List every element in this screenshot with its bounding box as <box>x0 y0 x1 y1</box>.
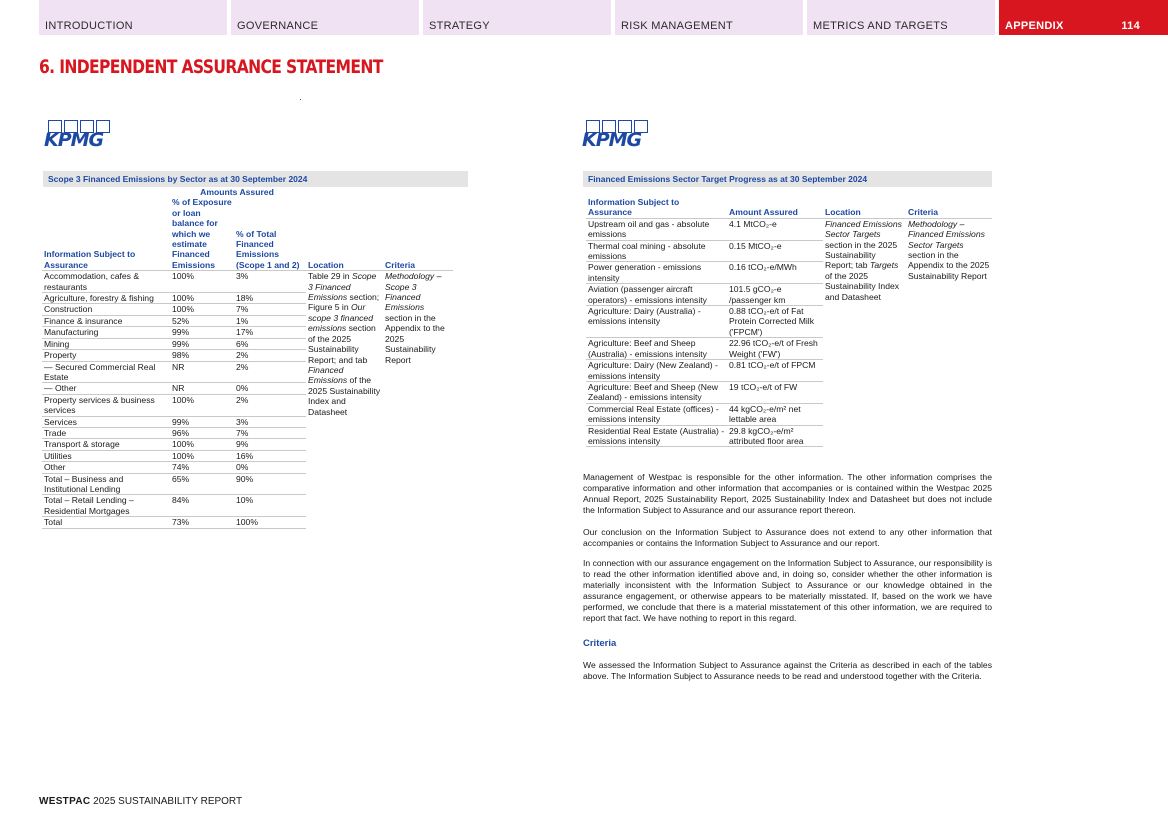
cell-pct-exposure: NR <box>170 361 234 383</box>
cell-pct-total: 9% <box>234 439 306 450</box>
cell-subject: Utilities <box>42 450 170 461</box>
cell-amount: 4.1 MtCO₂-e <box>727 218 823 240</box>
cell-pct-total: 7% <box>234 427 306 438</box>
cell-pct-total: 2% <box>234 350 306 361</box>
cell-amount: 101.5 gCO₂-e /passenger km <box>727 284 823 306</box>
cell-subject: Commercial Real Estate (offices) - emissions intensity <box>586 403 727 425</box>
footer <box>39 796 242 807</box>
cell-amount: 0.16 tCO₂-e/MWh <box>727 262 823 284</box>
cell-location: Table 29 in Scope 3 Financed Emissions section; Figure 5 in Our scope 3 financed emissions section of the 2025 Sustainability Report; and tab Financed Emissions of the 2025 Sustainability Index and Datasheet <box>306 271 383 528</box>
cell-subject: Accommodation, cafes & restaurants <box>42 271 170 293</box>
cell-subject: Total – Business and Institutional Lending <box>42 473 170 495</box>
cell-pct-total: 10% <box>234 495 306 517</box>
cell-subject: Agriculture: Dairy (Australia) - emissions intensity <box>586 306 727 338</box>
cell-subject: Trade <box>42 427 170 438</box>
page-title: 6. INDEPENDENT ASSURANCE STATEMENT <box>39 56 383 78</box>
cell-subject: Agriculture, forestry & fishing <box>42 293 170 304</box>
cell-subject: Other <box>42 462 170 473</box>
cell-subject: Property <box>42 350 170 361</box>
cell-pct-exposure: 99% <box>170 416 234 427</box>
nav-tab-governance[interactable]: GOVERNANCE <box>231 0 419 35</box>
cell-pct-exposure: 99% <box>170 338 234 349</box>
cell-subject: Residential Real Estate (Australia) - emissions intensity <box>586 425 727 447</box>
paragraph-responsibility: In connection with our assurance engagement on the Information Subject to Assurance, our responsibility is to read the other information identified above and, in doing so, consider whether the other information is materially inconsistent with the Information Subject to Assurance or our knowledge obtained in the assurance engagement, or otherwise appears to be materially misstated. If, based on the work we have performed, we conclude that there is a material misstatement of this other information, we are required to report that fact. We have nothing to report in this regard. <box>583 558 992 624</box>
cell-pct-exposure: 100% <box>170 293 234 304</box>
cell-amount: 0.81 tCO₂-e/t of FPCM <box>727 360 823 382</box>
scope3-sector-table <box>42 187 453 529</box>
nav-tab-appendix[interactable] <box>999 0 1168 35</box>
col-header-amount: Amount Assured <box>729 207 798 218</box>
criteria-heading: Criteria <box>583 638 617 649</box>
cell-pct-total: 3% <box>234 416 306 427</box>
cell-criteria: Methodology – Financed Emissions Sector Targets section in the Appendix to the 2025 Sustainability Report <box>906 218 992 447</box>
col-header-subject: Information Subject to Assurance <box>44 249 136 270</box>
paragraph-criteria: We assessed the Information Subject to Assurance against the Criteria as described in each of the tables above. The Information Subject to Assurance needs to be read and understood together with the Criteria. <box>583 660 992 682</box>
paragraph-conclusion-scope: Our conclusion on the Information Subject to Assurance does not extend to any other information that accompanies or contains the Information Subject to Assurance and our report. <box>583 527 992 549</box>
cell-pct-exposure: 99% <box>170 327 234 338</box>
top-nav <box>39 0 1168 35</box>
cell-pct-total: 7% <box>234 304 306 315</box>
cell-subject: Agriculture: Beef and Sheep (Australia) - emissions intensity <box>586 338 727 360</box>
cell-amount: 19 tCO₂-e/t of FW <box>727 381 823 403</box>
cell-subject: Thermal coal mining - absolute emissions <box>586 240 727 262</box>
nav-tab-introduction[interactable]: INTRODUCTION <box>39 0 227 35</box>
cell-subject: Property services & business services <box>42 394 170 416</box>
footer-text: 2025 SUSTAINABILITY REPORT <box>93 796 243 807</box>
col-header-location: Location <box>308 259 344 270</box>
cell-pct-total: 0% <box>234 462 306 473</box>
cell-pct-total: 100% <box>234 517 306 528</box>
col-header-subject: Information Subject to Assurance <box>588 197 680 218</box>
cell-pct-total: 16% <box>234 450 306 461</box>
page-number: 114 <box>1121 20 1140 32</box>
cell-amount: 44 kgCO₂-e/m² net lettable area <box>727 403 823 425</box>
kpmg-logo-right <box>582 120 652 150</box>
table-row <box>586 218 992 240</box>
cell-pct-total: 17% <box>234 327 306 338</box>
cell-subject: Services <box>42 416 170 427</box>
footer-brand: WESTPAC <box>39 796 91 807</box>
cell-pct-exposure: NR <box>170 383 234 394</box>
table2-title: Financed Emissions Sector Target Progress as at 30 September 2024 <box>583 171 992 187</box>
cell-subject: Transport & storage <box>42 439 170 450</box>
cell-pct-exposure: 52% <box>170 315 234 326</box>
kpmg-logo-text: KPMG <box>582 129 642 151</box>
cell-pct-exposure: 65% <box>170 473 234 495</box>
cell-pct-total: 18% <box>234 293 306 304</box>
cell-subject: Upstream oil and gas - absolute emissions <box>586 218 727 240</box>
cell-pct-total: 1% <box>234 315 306 326</box>
kpmg-logo-left <box>44 120 114 150</box>
nav-tab-metrics-and-targets[interactable]: METRICS AND TARGETS <box>807 0 995 35</box>
kpmg-logo-text: KPMG <box>44 129 104 151</box>
col-header-criteria: Criteria <box>385 259 416 270</box>
cell-pct-exposure: 100% <box>170 394 234 416</box>
cell-pct-exposure: 100% <box>170 304 234 315</box>
cell-subject: — Secured Commercial Real Estate <box>42 361 170 383</box>
nav-tab-risk-management[interactable]: RISK MANAGEMENT <box>615 0 803 35</box>
cell-pct-total: 0% <box>234 383 306 394</box>
cell-pct-exposure: 100% <box>170 439 234 450</box>
cell-subject: Aviation (passenger aircraft operators) - emissions intensity <box>586 284 727 306</box>
cell-pct-exposure: 100% <box>170 450 234 461</box>
cell-pct-total: 90% <box>234 473 306 495</box>
table1-title: Scope 3 Financed Emissions by Sector as at 30 September 2024 <box>43 171 468 187</box>
cell-subject: Power generation - emissions intensity <box>586 262 727 284</box>
cell-subject: Agriculture: Beef and Sheep (New Zealand) - emissions intensity <box>586 381 727 403</box>
nav-tab-strategy[interactable]: STRATEGY <box>423 0 611 35</box>
cell-amount: 22.96 tCO₂-e/t of Fresh Weight ('FW') <box>727 338 823 360</box>
cell-subject: Total – Retail Lending – Residential Mortgages <box>42 495 170 517</box>
cell-subject: Finance & insurance <box>42 315 170 326</box>
cell-pct-exposure: 74% <box>170 462 234 473</box>
cell-criteria: Methodology – Scope 3 Financed Emissions section in the Appendix to the 2025 Sustainability Report <box>383 271 453 528</box>
cell-amount: 29.8 kgCO₂-e/m² attributed floor area <box>727 425 823 447</box>
col-header-criteria: Criteria <box>908 207 939 218</box>
cell-pct-exposure: 98% <box>170 350 234 361</box>
cell-subject: Construction <box>42 304 170 315</box>
table-row <box>42 271 453 293</box>
cell-subject: Mining <box>42 338 170 349</box>
nav-tab-appendix-label: APPENDIX <box>1005 20 1064 32</box>
cell-amount: 0.88 tCO₂-e/t of Fat Protein Corrected Milk ('FPCM') <box>727 306 823 338</box>
col-header-location: Location <box>825 207 861 218</box>
cell-pct-exposure: 73% <box>170 517 234 528</box>
cell-subject: Agriculture: Dairy (New Zealand) - emissions intensity <box>586 360 727 382</box>
cell-location: Financed Emissions Sector Targets section in the 2025 Sustainability Report; tab Targets of the 2025 Sustainability Index and Datasheet <box>823 218 906 447</box>
sector-target-table <box>586 197 992 447</box>
col-header-pct-total: % of Total Financed Emissions (Scope 1 and 2) <box>236 228 300 270</box>
cell-subject: Total <box>42 517 170 528</box>
stray-dot <box>300 99 301 100</box>
group-header: Amounts Assured <box>200 187 274 197</box>
cell-amount: 0.15 MtCO₂-e <box>727 240 823 262</box>
cell-subject: — Other <box>42 383 170 394</box>
cell-pct-total: 2% <box>234 361 306 383</box>
cell-pct-total: 6% <box>234 338 306 349</box>
cell-pct-total: 3% <box>234 271 306 293</box>
cell-pct-exposure: 100% <box>170 271 234 293</box>
cell-pct-total: 2% <box>234 394 306 416</box>
cell-subject: Manufacturing <box>42 327 170 338</box>
cell-pct-exposure: 84% <box>170 495 234 517</box>
col-header-pct-exposure: % of Exposure or loan balance for which we estimate Financed Emissions <box>172 197 232 270</box>
cell-pct-exposure: 96% <box>170 427 234 438</box>
paragraph-other-information: Management of Westpac is responsible for the other information. The other information comprises the comparative information and other information that accompanies or is contained within the Westpac 2025 Annual Report, 2025 Sustainability Report, 2025 Sustainability Index and Datasheet but does not include the Information Subject to Assurance and our assurance report thereon. <box>583 472 992 516</box>
